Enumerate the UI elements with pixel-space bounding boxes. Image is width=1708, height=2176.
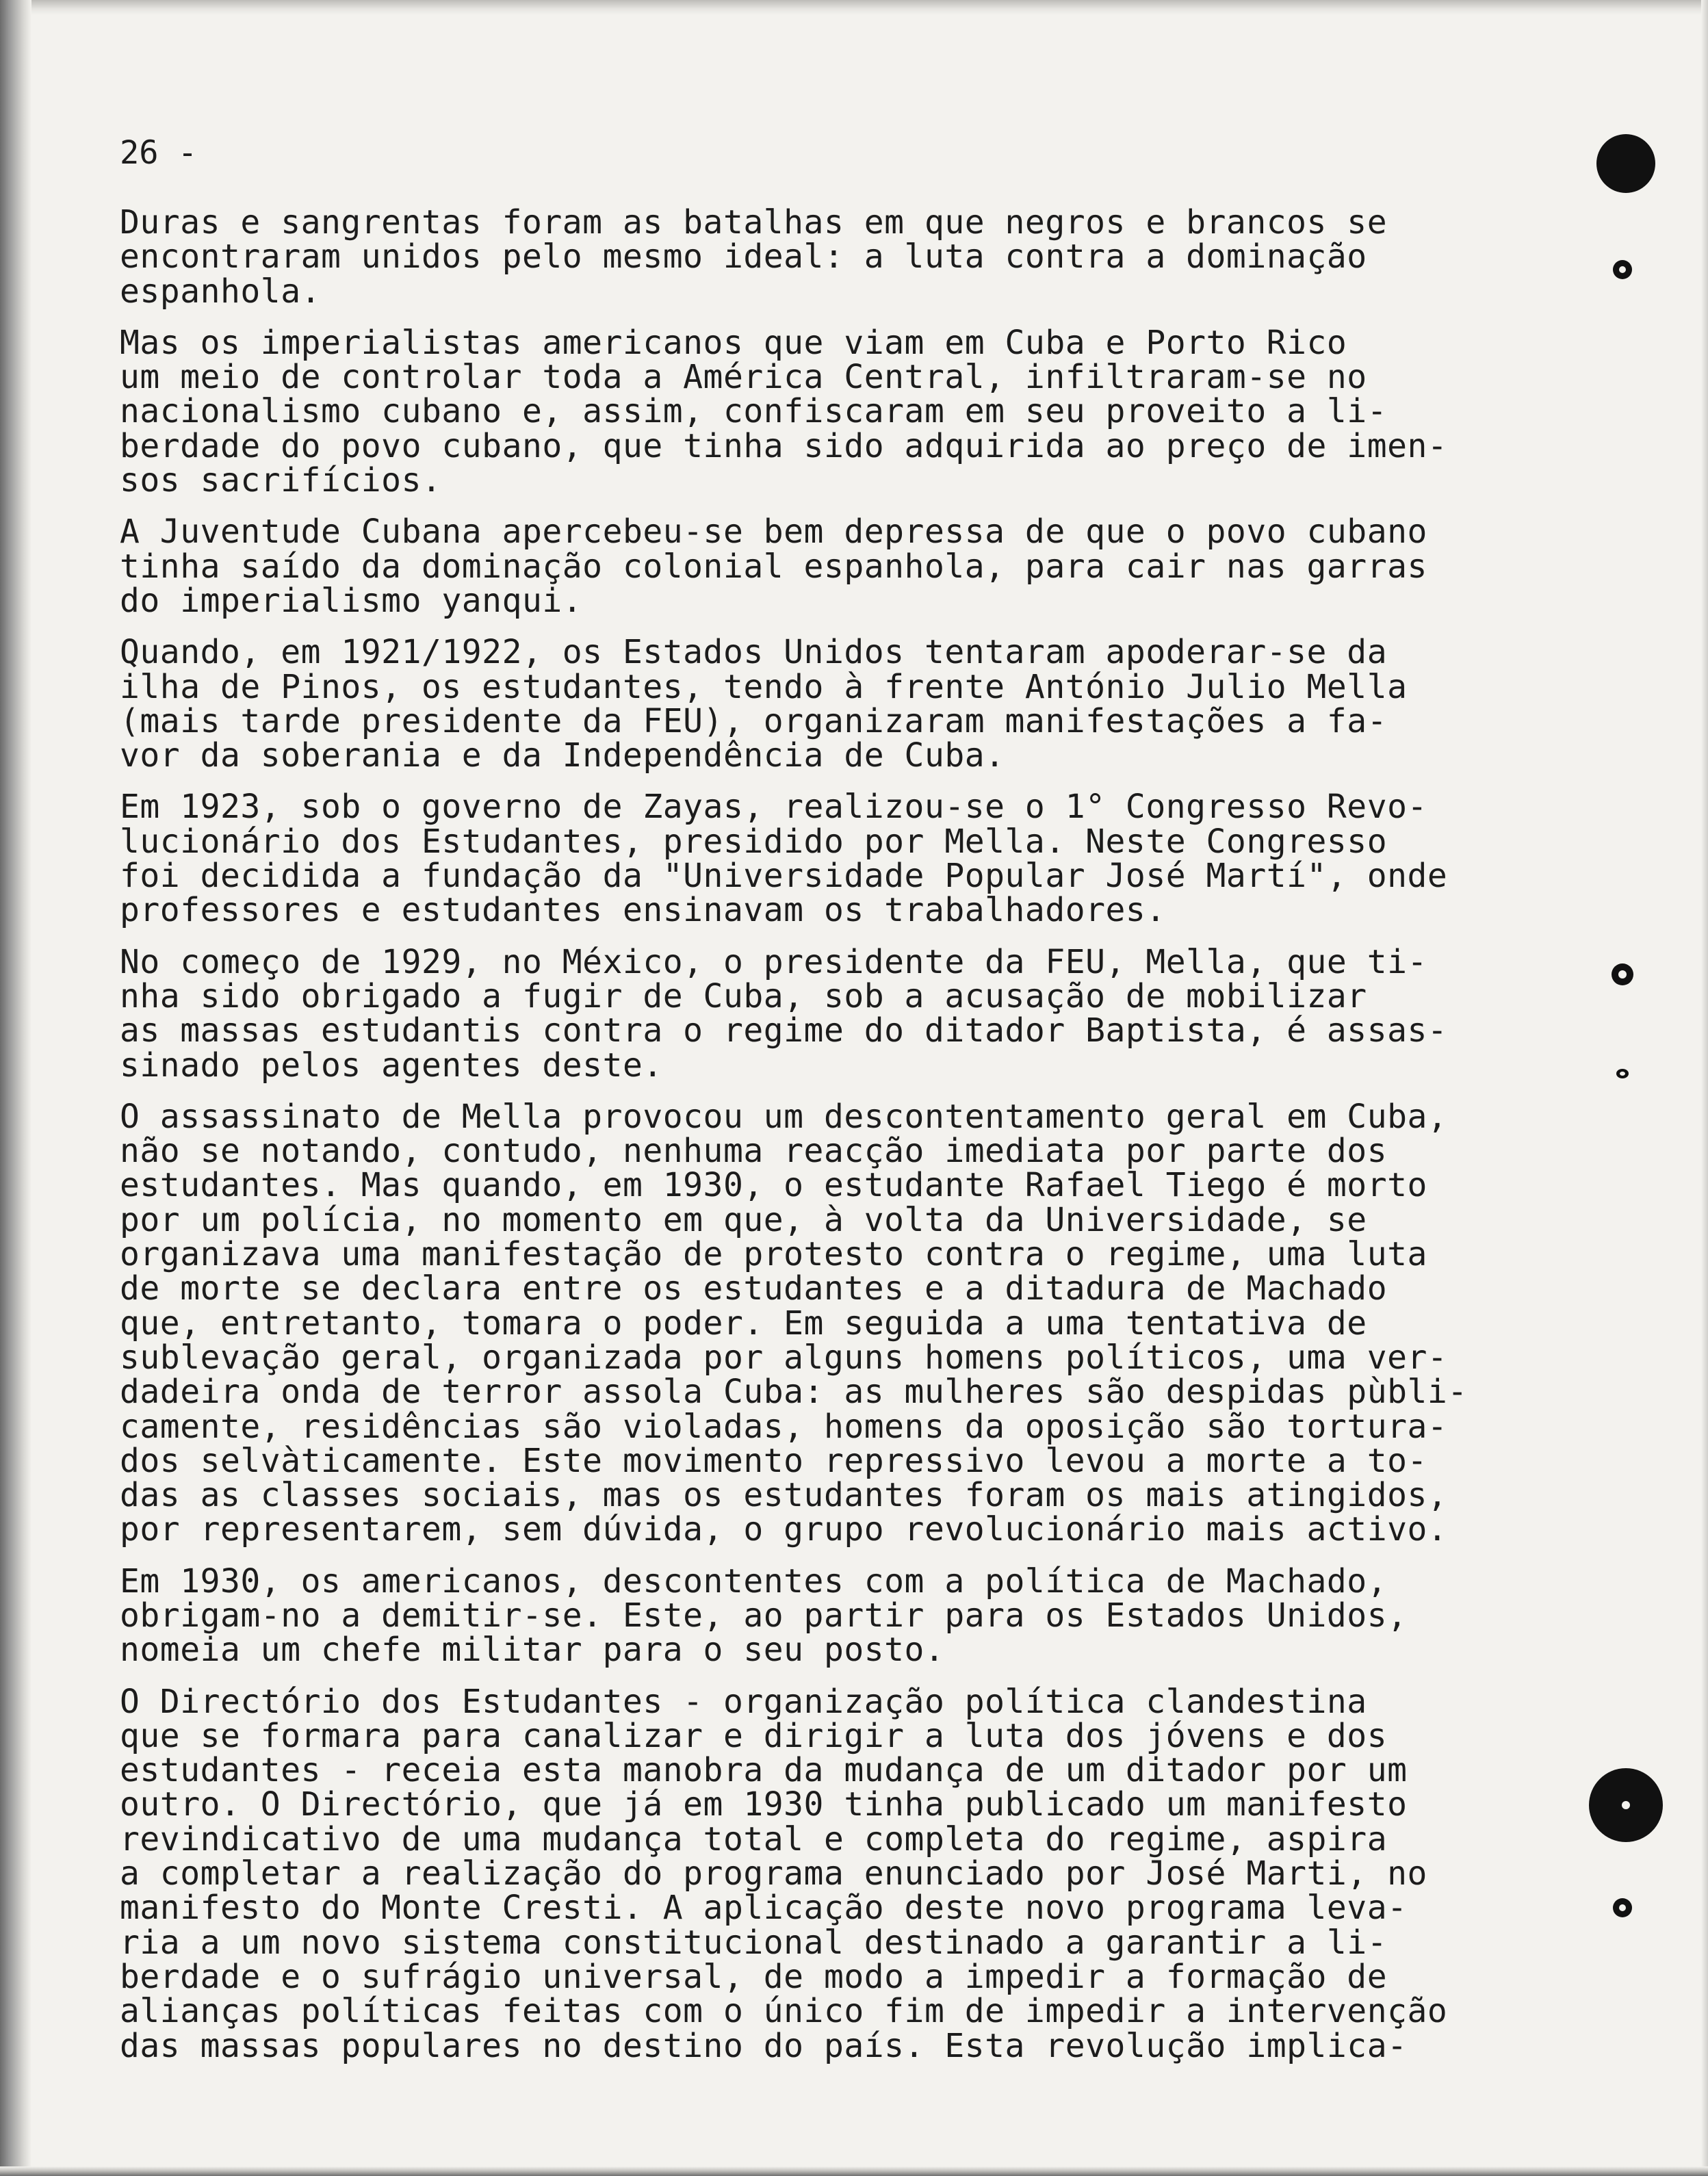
text-line: camente, residências são violadas, homens da oposição são tortura- [120,1407,1448,1446]
document-body [120,205,1488,2080]
text-line: foi decidida a fundação da "Universidade Popular José Martí", onde [120,857,1448,896]
paragraph [120,1682,1488,2065]
text-line: que, entretanto, tomara o poder. Em seguida a uma tentativa de [120,1304,1367,1343]
punch-hole-bottom-small [1613,1898,1632,1917]
text-line: ilha de Pinos, os estudantes, tendo à frente António Julio Mella [120,667,1408,706]
paragraph [120,515,1488,618]
paragraph [120,323,1488,500]
text-line: Duras e sangrentas foram as batalhas em que negros e brancos se [120,203,1388,242]
text-line: dos selvàticamente. Este movimento repressivo levou a morte a to- [120,1441,1427,1480]
text-line: encontraram unidos pelo mesmo ideal: a luta contra a dominação [120,237,1367,276]
punch-hole-middle-mark [1616,1069,1629,1078]
text-line: a completar a realização do programa enunciado por José Marti, no [120,1854,1427,1893]
text-line: Em 1930, os americanos, descontentes com a política de Machado, [120,1562,1388,1601]
text-line: espanhola. [120,272,321,311]
text-line: estudantes - receia esta manobra da mudança de um ditador por um [120,1751,1408,1790]
text-line: berdade do povo cubano, que tinha sido adquirida ao preço de imen- [120,426,1448,465]
text-line: obrigam-no a demitir-se. Este, ao partir para os Estados Unidos, [120,1596,1408,1635]
text-line: as massas estudantis contra o regime do ditador Baptista, é assas- [120,1011,1448,1050]
text-line: manifesto do Monte Cresti. A aplicação deste novo programa leva- [120,1889,1408,1928]
text-line: organizava uma manifestação de protesto contra o regime, uma luta [120,1235,1427,1274]
text-line: sublevação geral, organizada por alguns homens políticos, uma ver- [120,1338,1448,1377]
text-line: ria a um novo sistema constitucional destinado a garantir a li- [120,1923,1388,1962]
text-line: lucionário dos Estudantes, presidido por Mella. Neste Congresso [120,822,1388,861]
paragraph [120,1564,1488,1668]
text-line: berdade e o sufrágio universal, de modo a impedir a formação de [120,1957,1388,1996]
punch-hole-top [1596,134,1655,193]
text-line: das massas populares no destino do país. Esta revolução implica- [120,2026,1408,2065]
punch-hole-middle [1612,963,1633,985]
text-line: que se formara para canalizar e dirigir a luta dos jóvens e dos [120,1716,1388,1755]
scan-bottom-edge [0,2166,1708,2176]
text-line: vor da soberania e da Independência de Cuba. [120,736,1005,775]
text-line: professores e estudantes ensinavam os trabalhadores. [120,891,1166,930]
paragraph [120,942,1488,1085]
text-line: de morte se declara entre os estudantes e a ditadura de Machado [120,1269,1388,1308]
text-line: dadeira onda de terror assola Cuba: as mulheres são despidas pùbli- [120,1373,1468,1412]
text-line: nomeia um chefe militar para o seu posto. [120,1631,945,1670]
text-line: A Juventude Cubana apercebeu-se bem depressa de que o povo cubano [120,513,1427,552]
text-line: alianças políticas feitas com o único fim de impedir a intervenção [120,1992,1448,2031]
paragraph [120,205,1488,309]
paragraph [120,1097,1488,1549]
text-line: por um polícia, no momento em que, à volta da Universidade, se [120,1200,1367,1239]
text-line: outro. O Directório, que já em 1930 tinha publicado um manifesto [120,1785,1408,1824]
punch-hole-top-small [1613,260,1632,279]
text-line: O Directório dos Estudantes - organização política clandestina [120,1682,1367,1721]
paragraph [120,635,1488,773]
scan-right-edge [1701,0,1708,2176]
text-line: nacionalismo cubano e, assim, confiscaram em seu proveito a li- [120,392,1388,431]
text-line: tinha saído da dominação colonial espanhola, para cair nas garras [120,547,1427,586]
text-line: sos sacrifícios. [120,461,442,500]
text-line: revindicativo de uma mudança total e completa do regime, aspira [120,1819,1388,1858]
text-line: das as classes sociais, mas os estudantes foram os mais atingidos, [120,1476,1448,1515]
punch-hole-bottom [1589,1768,1663,1842]
text-line: um meio de controlar toda a América Central, infiltraram-se no [120,358,1367,397]
scan-left-edge [0,0,31,2176]
text-line: Mas os imperialistas americanos que viam em Cuba e Porto Rico [120,323,1347,362]
text-line: não se notando, contudo, nenhuma reacção imediata por parte dos [120,1132,1388,1171]
text-line: No começo de 1929, no México, o presidente da FEU, Mella, que ti- [120,942,1427,981]
text-line: do imperialismo yanqui. [120,581,583,620]
text-line: nha sido obrigado a fugir de Cuba, sob a acusação de mobilizar [120,976,1367,1015]
scan-top-edge [0,0,1708,15]
text-line: Em 1923, sob o governo de Zayas, realizou-se o 1° Congresso Revo- [120,788,1427,827]
text-line: sinado pelos agentes deste. [120,1046,663,1085]
text-line: estudantes. Mas quando, em 1930, o estudante Rafael Tiego é morto [120,1166,1427,1205]
page-number: 26 - [120,134,198,172]
text-line: O assassinato de Mella provocou um descontentamento geral em Cuba, [120,1097,1448,1136]
paragraph [120,788,1488,930]
text-line: Quando, em 1921/1922, os Estados Unidos tentaram apoderar-se da [120,633,1388,672]
text-line: por representarem, sem dúvida, o grupo revolucionário mais activo. [120,1510,1448,1549]
text-line: (mais tarde presidente da FEU), organizaram manifestações a fa- [120,701,1388,740]
